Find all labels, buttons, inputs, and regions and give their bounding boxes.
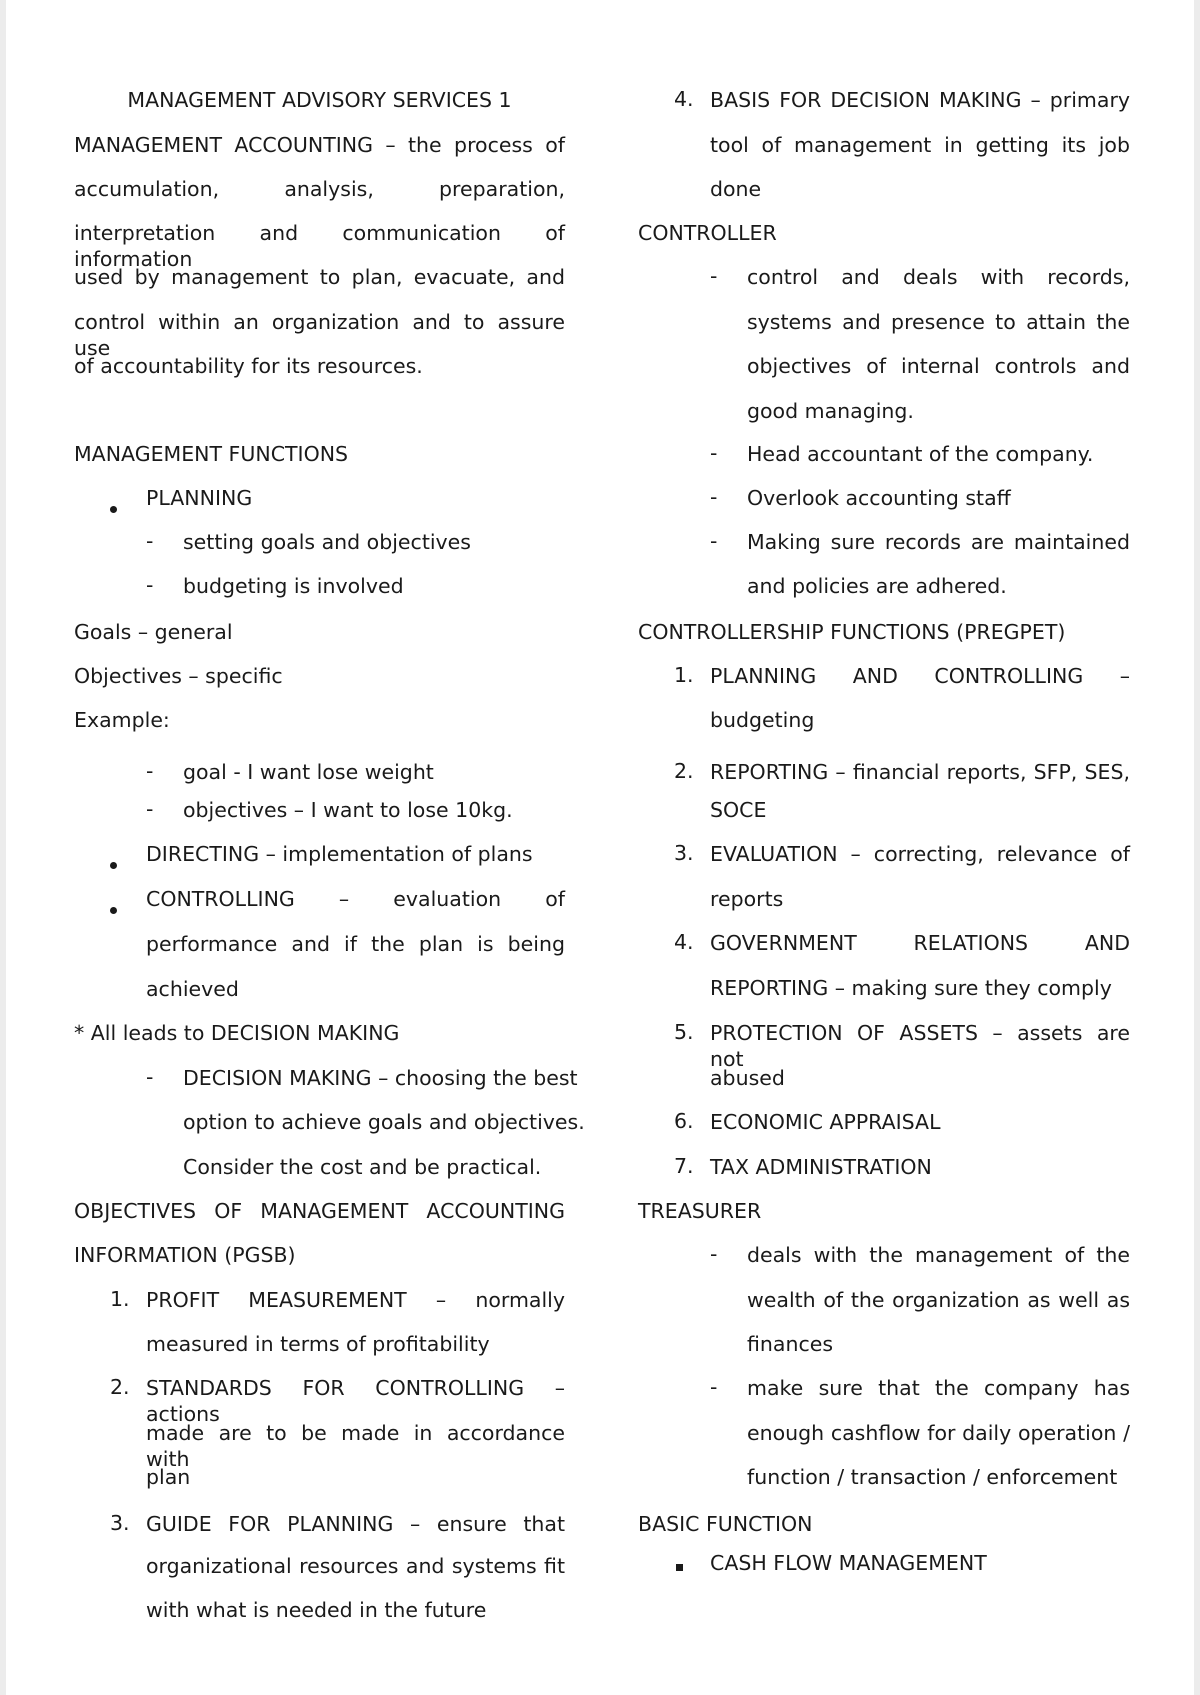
- section-heading: CONTROLLERSHIP FUNCTIONS (PREGPET): [638, 620, 1066, 644]
- section-heading: OBJECTIVES OF MANAGEMENT ACCOUNTING: [74, 1199, 565, 1223]
- dash-icon: -: [710, 529, 718, 553]
- list-item: made are to be made in accordance with: [146, 1421, 565, 1471]
- square-bullet-icon: [676, 1554, 683, 1578]
- all-leads-note: * All leads to DECISION MAKING: [74, 1021, 400, 1045]
- definition-line: accumulation, analysis, preparation,: [74, 177, 565, 201]
- list-item: setting goals and objectives: [183, 530, 471, 554]
- decision-line: option to achieve goals and objectives.: [183, 1110, 585, 1134]
- list-item: ECONOMIC APPRAISAL: [710, 1110, 941, 1134]
- list-item: measured in terms of profitability: [146, 1332, 490, 1356]
- list-item: and policies are adhered.: [747, 574, 1007, 598]
- dash-icon: -: [710, 441, 718, 465]
- list-number: 2.: [674, 759, 694, 783]
- list-item: GOVERNMENT RELATIONS AND: [710, 931, 1130, 955]
- list-item: function / transaction / enforcement: [747, 1465, 1118, 1489]
- list-item: budgeting is involved: [183, 574, 404, 598]
- document-title: MANAGEMENT ADVISORY SERVICES 1: [127, 88, 512, 112]
- directing-line: DIRECTING – implementation of plans: [146, 842, 533, 866]
- list-item: abused: [710, 1066, 785, 1090]
- list-item: budgeting: [710, 708, 815, 732]
- list-number: 1.: [674, 663, 694, 687]
- list-item: wealth of the organization as well as: [747, 1288, 1130, 1312]
- definition-line: interpretation and communication of information: [74, 221, 565, 271]
- list-item: SOCE: [710, 798, 767, 822]
- list-item: done: [710, 177, 762, 201]
- objectives-line: Objectives – specific: [74, 664, 283, 688]
- list-item: tool of management in getting its job: [710, 133, 1130, 157]
- list-number: 4.: [674, 930, 694, 954]
- planning-label: PLANNING: [146, 486, 253, 510]
- list-item: PLANNING AND CONTROLLING –: [710, 664, 1130, 688]
- list-item: Making sure records are maintained: [747, 530, 1130, 554]
- definition-line: of accountability for its resources.: [74, 354, 423, 378]
- list-item: Head accountant of the company.: [747, 442, 1094, 466]
- dash-icon: -: [146, 529, 154, 553]
- list-item: reports: [710, 887, 784, 911]
- example-label: Example:: [74, 708, 170, 732]
- decision-line: Consider the cost and be practical.: [183, 1155, 542, 1179]
- bullet-icon: [110, 496, 117, 520]
- list-item: PROTECTION OF ASSETS – assets are not: [710, 1021, 1130, 1071]
- list-number: 3.: [110, 1511, 130, 1535]
- list-item: make sure that the company has: [747, 1376, 1130, 1400]
- list-number: 3.: [674, 841, 694, 865]
- list-item: goal - I want lose weight: [183, 760, 434, 784]
- list-item: Overlook accounting staff: [747, 486, 1011, 510]
- list-item: systems and presence to attain the: [747, 310, 1130, 334]
- definition-line: MANAGEMENT ACCOUNTING – the process of: [74, 133, 565, 157]
- list-number: 2.: [110, 1375, 130, 1399]
- list-item: deals with the management of the: [747, 1243, 1130, 1267]
- page-edge-left: [0, 0, 6, 1695]
- dash-icon: -: [710, 264, 718, 288]
- bullet-icon: [110, 897, 117, 921]
- section-heading: INFORMATION (PGSB): [74, 1243, 296, 1267]
- dash-icon: -: [710, 1375, 718, 1399]
- list-item: plan: [146, 1465, 191, 1489]
- page-edge-right: [1194, 0, 1200, 1695]
- definition-line: used by management to plan, evacuate, and: [74, 265, 565, 289]
- section-heading: BASIC FUNCTION: [638, 1512, 813, 1536]
- list-item: REPORTING – financial reports, SFP, SES,: [710, 760, 1130, 784]
- list-item: enough cashflow for daily operation /: [747, 1421, 1130, 1445]
- controlling-line: CONTROLLING – evaluation of: [146, 887, 565, 911]
- controlling-line: performance and if the plan is being: [146, 932, 565, 956]
- list-number: 5.: [674, 1020, 694, 1044]
- dash-icon: -: [146, 759, 154, 783]
- definition-line: control within an organization and to assure use: [74, 310, 565, 360]
- list-item: finances: [747, 1332, 834, 1356]
- list-item: CASH FLOW MANAGEMENT: [710, 1551, 987, 1575]
- list-item: BASIS FOR DECISION MAKING – primary: [710, 88, 1130, 112]
- section-heading: TREASURER: [638, 1199, 762, 1223]
- list-number: 7.: [674, 1154, 694, 1178]
- section-heading: MANAGEMENT FUNCTIONS: [74, 442, 349, 466]
- list-item: objectives – I want to lose 10kg.: [183, 798, 513, 822]
- controlling-line: achieved: [146, 977, 239, 1001]
- list-number: 4.: [674, 87, 694, 111]
- dash-icon: -: [146, 797, 154, 821]
- list-item: EVALUATION – correcting, relevance of: [710, 842, 1130, 866]
- dash-icon: -: [710, 1242, 718, 1266]
- section-heading: CONTROLLER: [638, 221, 777, 245]
- list-item: control and deals with records,: [747, 265, 1130, 289]
- list-number: 1.: [110, 1287, 130, 1311]
- list-item: PROFIT MEASUREMENT – normally: [146, 1288, 565, 1312]
- decision-line: DECISION MAKING – choosing the best: [183, 1066, 578, 1090]
- list-number: 6.: [674, 1109, 694, 1133]
- list-item: organizational resources and systems fit: [146, 1554, 565, 1578]
- list-item: REPORTING – making sure they comply: [710, 976, 1112, 1000]
- goals-line: Goals – general: [74, 620, 233, 644]
- list-item: STANDARDS FOR CONTROLLING – actions: [146, 1376, 565, 1426]
- list-item: objectives of internal controls and: [747, 354, 1130, 378]
- list-item: good managing.: [747, 399, 914, 423]
- list-item: GUIDE FOR PLANNING – ensure that: [146, 1512, 565, 1536]
- dash-icon: -: [710, 485, 718, 509]
- list-item: with what is needed in the future: [146, 1598, 487, 1622]
- bullet-icon: [110, 852, 117, 876]
- list-item: TAX ADMINISTRATION: [710, 1155, 932, 1179]
- dash-icon: -: [146, 1065, 154, 1089]
- dash-icon: -: [146, 573, 154, 597]
